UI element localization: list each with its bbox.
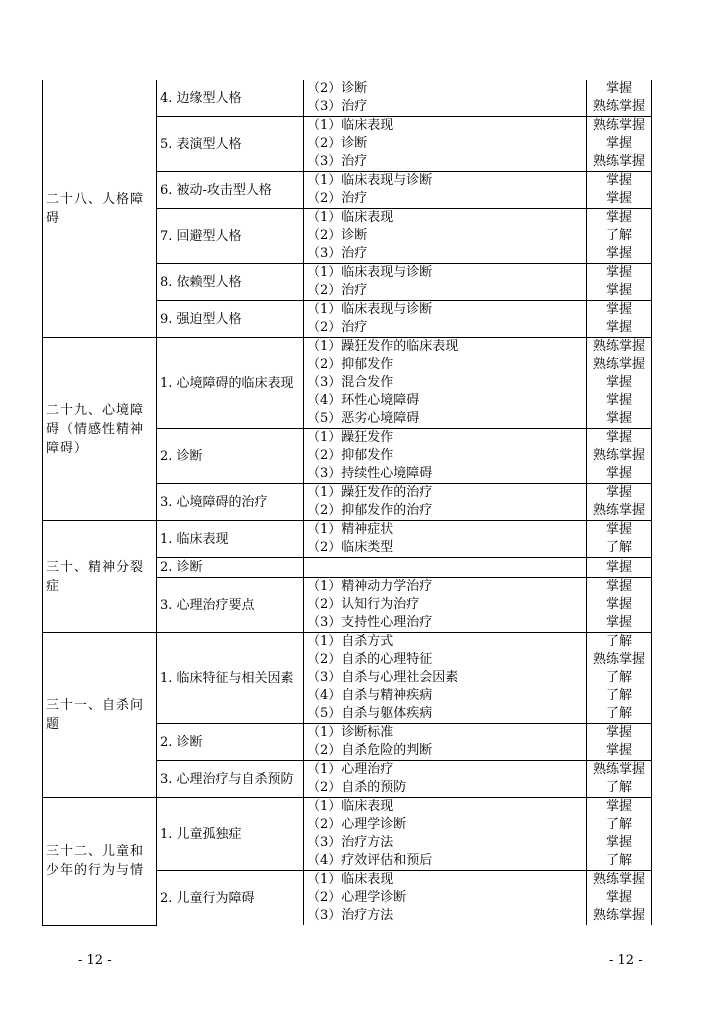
content-cell bbox=[304, 578, 587, 633]
requirement-level: 了解 bbox=[605, 688, 632, 703]
requirement-cell bbox=[587, 521, 652, 558]
chapter-title: 三十一、自杀问题 bbox=[46, 698, 145, 732]
content-cell bbox=[304, 80, 587, 117]
chapter-cell bbox=[43, 521, 157, 633]
content-item: （3）治疗 bbox=[307, 99, 368, 114]
requirement-level: 了解 bbox=[605, 706, 632, 721]
requirement-cell bbox=[587, 871, 652, 926]
requirement-cell bbox=[587, 264, 652, 301]
requirement-level: 掌握 bbox=[605, 265, 632, 280]
requirement-level: 熟练掌握 bbox=[592, 762, 645, 777]
unit-cell bbox=[157, 264, 304, 301]
content-item: （1）躁狂发作的治疗 bbox=[307, 485, 433, 500]
unit-title: 9. 强迫型人格 bbox=[160, 311, 242, 327]
content-item: （3）治疗方法 bbox=[307, 835, 394, 850]
content-item: （5）恶劣心境障碍 bbox=[307, 411, 420, 426]
unit-title: 2. 儿童行为障碍 bbox=[160, 890, 255, 906]
content-cell bbox=[304, 521, 587, 558]
requirement-level: 掌握 bbox=[605, 559, 632, 575]
requirement-level: 熟练掌握 bbox=[592, 908, 645, 923]
requirement-level: 掌握 bbox=[605, 890, 632, 905]
content-item: （1）躁狂发作的临床表现 bbox=[307, 339, 459, 354]
requirement-level: 掌握 bbox=[605, 579, 632, 594]
unit-cell bbox=[157, 301, 304, 338]
unit-title: 2. 诊断 bbox=[160, 734, 203, 750]
unit-title: 6. 被动-攻击型人格 bbox=[160, 182, 272, 198]
requirement-level: 掌握 bbox=[605, 466, 632, 481]
requirement-level: 了解 bbox=[605, 853, 632, 868]
content-item: （2）治疗 bbox=[307, 191, 368, 206]
requirement-level: 了解 bbox=[605, 780, 632, 795]
content-item: （2）心理学诊断 bbox=[307, 817, 407, 832]
requirement-level: 熟练掌握 bbox=[592, 357, 645, 372]
requirement-level: 掌握 bbox=[605, 835, 632, 850]
requirement-level: 熟练掌握 bbox=[592, 872, 645, 887]
unit-title: 3. 心理治疗要点 bbox=[160, 597, 255, 613]
requirement-level: 掌握 bbox=[605, 81, 632, 96]
chapter-title: 三十、精神分裂症 bbox=[46, 559, 145, 594]
unit-cell bbox=[157, 578, 304, 633]
content-item: （2）诊断 bbox=[307, 136, 368, 151]
content-cell bbox=[304, 172, 587, 209]
requirement-level: 熟练掌握 bbox=[592, 118, 645, 133]
content-item: （1）精神症状 bbox=[307, 522, 394, 537]
table-row bbox=[43, 798, 652, 871]
content-item: （1）临床表现 bbox=[307, 799, 394, 814]
content-item: （4）自杀与精神疾病 bbox=[307, 688, 433, 703]
unit-cell bbox=[157, 871, 304, 926]
unit-cell bbox=[157, 558, 304, 578]
content-item: （1）临床表现与诊断 bbox=[307, 173, 433, 188]
unit-cell bbox=[157, 798, 304, 871]
content-item: （3）支持性心理治疗 bbox=[307, 615, 433, 630]
requirement-cell bbox=[587, 724, 652, 761]
unit-title: 4. 边缘型人格 bbox=[160, 90, 242, 106]
requirement-level: 掌握 bbox=[605, 485, 632, 500]
syllabus-table bbox=[42, 80, 652, 926]
content-cell bbox=[304, 338, 587, 429]
requirement-level: 掌握 bbox=[605, 136, 632, 151]
content-item: （1）临床表现与诊断 bbox=[307, 265, 433, 280]
unit-cell bbox=[157, 209, 304, 264]
unit-title: 5. 表演型人格 bbox=[160, 136, 242, 152]
requirement-level: 掌握 bbox=[605, 191, 632, 206]
requirement-cell bbox=[587, 429, 652, 484]
content-item: （2）认知行为治疗 bbox=[307, 597, 420, 612]
requirement-level: 掌握 bbox=[605, 375, 632, 390]
unit-cell bbox=[157, 338, 304, 429]
content-item: （3）治疗方法 bbox=[307, 908, 394, 923]
content-item: （2）临床类型 bbox=[307, 540, 394, 555]
content-cell bbox=[304, 798, 587, 871]
unit-cell bbox=[157, 633, 304, 724]
unit-cell bbox=[157, 172, 304, 209]
unit-title: 1. 儿童孤独症 bbox=[160, 826, 242, 842]
content-item: （2）自杀的预防 bbox=[307, 780, 407, 795]
content-cell bbox=[304, 633, 587, 724]
requirement-level: 了解 bbox=[605, 817, 632, 832]
requirement-level: 掌握 bbox=[605, 283, 632, 298]
requirement-level: 熟练掌握 bbox=[592, 448, 645, 463]
content-item: （2）心理学诊断 bbox=[307, 890, 407, 905]
requirement-level: 了解 bbox=[605, 634, 632, 649]
unit-title: 3. 心境障碍的治疗 bbox=[160, 494, 268, 510]
requirement-level: 掌握 bbox=[605, 799, 632, 814]
page-number-left: - 12 - bbox=[78, 953, 112, 968]
unit-title: 1. 临床特征与相关因素 bbox=[160, 670, 294, 686]
requirement-cell bbox=[587, 484, 652, 521]
requirement-level: 掌握 bbox=[605, 393, 632, 408]
content-item: （1）自杀方式 bbox=[307, 634, 394, 649]
content-item: （1）躁狂发作 bbox=[307, 430, 394, 445]
table-row bbox=[43, 80, 652, 117]
content-item: （4）环性心境障碍 bbox=[307, 393, 420, 408]
table-row bbox=[43, 338, 652, 429]
requirement-level: 掌握 bbox=[605, 320, 632, 335]
content-item: （1）临床表现 bbox=[307, 210, 394, 225]
requirement-cell bbox=[587, 761, 652, 798]
unit-cell bbox=[157, 484, 304, 521]
requirement-level: 了解 bbox=[605, 670, 632, 685]
content-cell bbox=[304, 761, 587, 798]
content-item: （2）诊断 bbox=[307, 228, 368, 243]
unit-cell bbox=[157, 761, 304, 798]
unit-cell bbox=[157, 80, 304, 117]
chapter-cell bbox=[43, 338, 157, 521]
unit-title: 8. 依赖型人格 bbox=[160, 274, 242, 290]
content-item: （2）治疗 bbox=[307, 320, 368, 335]
requirement-cell bbox=[587, 338, 652, 429]
requirement-cell bbox=[587, 798, 652, 871]
chapter-title: 二十八、人格障碍 bbox=[46, 191, 145, 226]
content-item: （3）治疗 bbox=[307, 154, 368, 169]
requirement-level: 掌握 bbox=[605, 597, 632, 612]
unit-title: 3. 心理治疗与自杀预防 bbox=[160, 771, 294, 787]
content-item: （2）自杀危险的判断 bbox=[307, 743, 433, 758]
content-item: （2）抑郁发作 bbox=[307, 448, 394, 463]
chapter-cell bbox=[43, 633, 157, 798]
content-cell bbox=[304, 429, 587, 484]
requirement-cell bbox=[587, 209, 652, 264]
unit-cell bbox=[157, 724, 304, 761]
chapter-title: 三十二、儿童和少年的行为与情 bbox=[46, 844, 145, 879]
unit-cell bbox=[157, 521, 304, 558]
content-item: （2）自杀的心理特征 bbox=[307, 652, 433, 667]
content-item: （1）临床表现与诊断 bbox=[307, 302, 433, 317]
requirement-level: 掌握 bbox=[605, 173, 632, 188]
content-cell bbox=[304, 484, 587, 521]
content-item: （2）诊断 bbox=[307, 81, 368, 96]
content-item: （3）混合发作 bbox=[307, 375, 394, 390]
requirement-level: 熟练掌握 bbox=[592, 154, 645, 169]
requirement-cell bbox=[587, 117, 652, 172]
table-row bbox=[43, 521, 652, 558]
content-item: （5）自杀与躯体疾病 bbox=[307, 706, 433, 721]
content-cell bbox=[304, 301, 587, 338]
unit-title: 1. 临床表现 bbox=[160, 531, 229, 547]
content-item: （1）临床表现 bbox=[307, 118, 394, 133]
requirement-level: 熟练掌握 bbox=[592, 503, 645, 518]
content-item: （3）自杀与心理社会因素 bbox=[307, 670, 459, 685]
content-item: （4）疗效评估和预后 bbox=[307, 853, 433, 868]
requirement-cell bbox=[587, 578, 652, 633]
requirement-cell bbox=[587, 80, 652, 117]
requirement-level: 掌握 bbox=[605, 743, 632, 758]
content-cell bbox=[304, 871, 587, 926]
requirement-level: 掌握 bbox=[605, 430, 632, 445]
chapter-cell bbox=[43, 80, 157, 338]
requirement-level: 了解 bbox=[605, 540, 632, 555]
requirement-cell bbox=[587, 633, 652, 724]
content-item: （2）治疗 bbox=[307, 283, 368, 298]
content-item: （1）临床表现 bbox=[307, 872, 394, 887]
requirement-level: 掌握 bbox=[605, 246, 632, 261]
content-item: （2）抑郁发作 bbox=[307, 357, 394, 372]
unit-title: 7. 回避型人格 bbox=[160, 228, 242, 244]
content-item: （1）精神动力学治疗 bbox=[307, 579, 433, 594]
requirement-cell bbox=[587, 558, 652, 578]
unit-title: 2. 诊断 bbox=[160, 448, 203, 464]
content-item: （3）治疗 bbox=[307, 246, 368, 261]
requirement-level: 掌握 bbox=[605, 615, 632, 630]
unit-cell bbox=[157, 429, 304, 484]
chapter-title: 二十九、心境障碍（情感性精神障碍） bbox=[46, 402, 145, 456]
table-row bbox=[43, 633, 652, 724]
unit-cell bbox=[157, 117, 304, 172]
content-item: （3）持续性心境障碍 bbox=[307, 466, 433, 481]
chapter-cell bbox=[43, 798, 157, 926]
unit-title: 1. 心境障碍的临床表现 bbox=[160, 375, 294, 391]
content-item bbox=[307, 559, 586, 577]
requirement-level: 熟练掌握 bbox=[592, 652, 645, 667]
content-item: （1）心理治疗 bbox=[307, 762, 394, 777]
requirement-level: 熟练掌握 bbox=[592, 339, 645, 354]
requirement-level: 熟练掌握 bbox=[592, 99, 645, 114]
content-cell bbox=[304, 117, 587, 172]
requirement-level: 掌握 bbox=[605, 210, 632, 225]
content-cell bbox=[304, 209, 587, 264]
content-item: （2）抑郁发作的治疗 bbox=[307, 503, 433, 518]
requirement-level: 掌握 bbox=[605, 302, 632, 317]
unit-title: 2. 诊断 bbox=[160, 560, 203, 575]
requirement-level: 了解 bbox=[605, 228, 632, 243]
requirement-level: 掌握 bbox=[605, 725, 632, 740]
content-item: （1）诊断标准 bbox=[307, 725, 394, 740]
content-cell bbox=[304, 264, 587, 301]
requirement-level: 掌握 bbox=[605, 522, 632, 537]
requirement-cell bbox=[587, 301, 652, 338]
requirement-level: 掌握 bbox=[605, 411, 632, 426]
content-cell bbox=[304, 724, 587, 761]
requirement-cell bbox=[587, 172, 652, 209]
page-number-right: - 12 - bbox=[609, 953, 643, 968]
content-cell bbox=[304, 558, 587, 578]
